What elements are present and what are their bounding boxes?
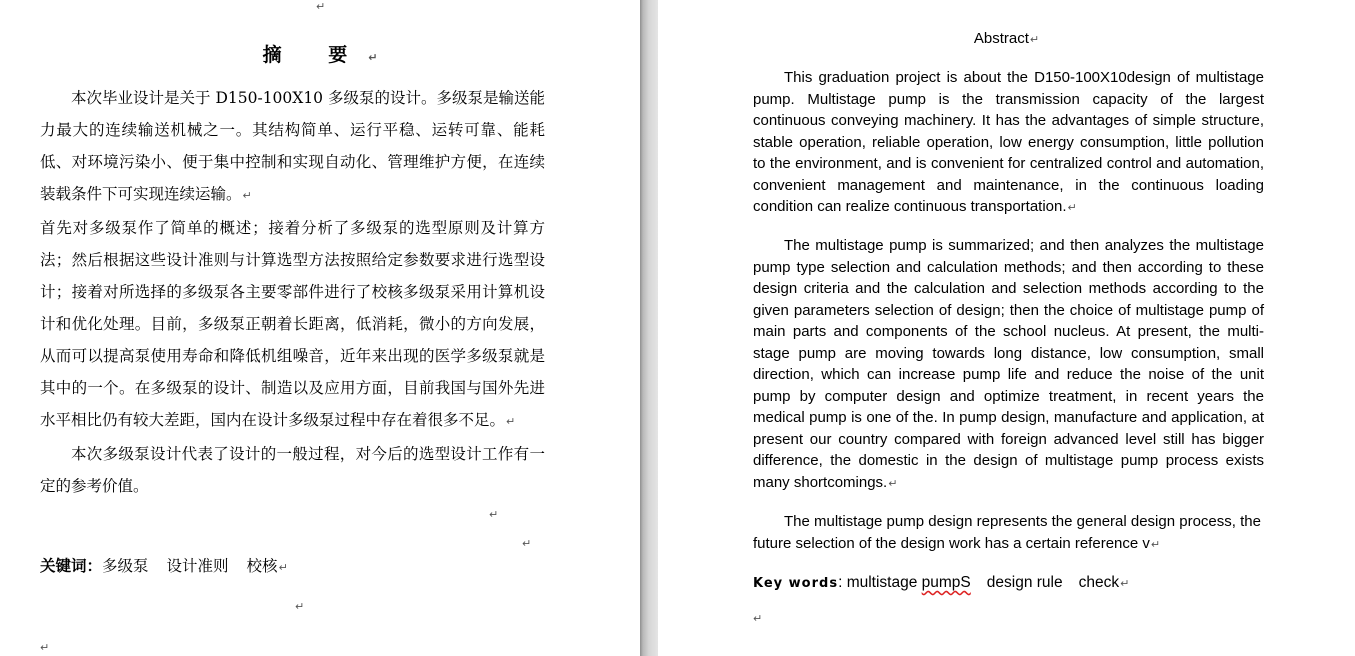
paragraph-mark: ↵ bbox=[489, 508, 499, 521]
chinese-keyword: 校核 bbox=[246, 557, 278, 575]
chinese-abstract-body bbox=[40, 82, 545, 502]
english-paragraph-1-text: This graduation project is about the D150-100X10design of multistage pump. Multistage pump is the transmission capacity of the largest continuous conveying machinery. It has the advantages of simple structure, stable operation, reliable operation, low energy consumption, little pollution to the environment, and is convenient for centralized control and automation, convenient management and maintenance, in the continuous loading condition can realize continuous transportation. bbox=[753, 69, 1264, 215]
paragraph-mark: ↵ bbox=[368, 51, 378, 64]
chinese-keyword: 设计准则 bbox=[166, 557, 229, 575]
english-paragraph-3-text: The multistage pump design represents the general design process, the future selection of the design work has a certain reference v bbox=[753, 513, 1261, 552]
chinese-abstract-page bbox=[0, 0, 640, 656]
chinese-title-text: 摘 要 bbox=[262, 44, 368, 66]
paragraph-mark: ↵ bbox=[753, 612, 763, 625]
english-abstract-page bbox=[658, 0, 1355, 656]
english-keyword: check bbox=[1078, 574, 1120, 591]
paragraph-mark: ↵ bbox=[1067, 201, 1077, 214]
english-keyword: design rule bbox=[986, 574, 1063, 591]
paragraph-mark: ↵ bbox=[506, 415, 516, 428]
english-keywords-label: Key words bbox=[753, 576, 839, 591]
paragraph-mark: ↵ bbox=[1029, 33, 1040, 46]
paragraph-mark: ↵ bbox=[888, 476, 898, 490]
english-paragraph-2-text: The multistage pump is summarized; and then analyzes the multistage pump type selection and calculation methods; and then according to these design criteria and the calculation and selection methods according to the given parameters selection of design; then the choice of multistage pump of main parts and components of the school nucleus. At present, the multi-stage pump are moving towards long distance, low consumption, small direction, which can increase pump life and reduce the noise of the unit pump by computer design and optimize treatment, in recent years the medical pump is one of the. In pump design, manufacture and application, at present our country compared with foreign advanced level still has bigger difference, the domestic in the design of multistage pump process exists many shortcomings. bbox=[753, 237, 1264, 491]
english-paragraph-2 bbox=[753, 235, 1264, 494]
page-gutter bbox=[640, 0, 658, 656]
keywords-separator: : bbox=[838, 574, 847, 591]
english-abstract-title bbox=[658, 29, 1355, 50]
chinese-paragraph-3 bbox=[40, 438, 545, 502]
paragraph-mark: ↵ bbox=[242, 189, 252, 202]
english-paragraph-1 bbox=[753, 67, 1264, 219]
chinese-paragraph-2 bbox=[40, 212, 545, 438]
chinese-paragraph-3-text: 本次多级泵设计代表了设计的一般过程，对今后的选型设计工作有一定的参考价值。 bbox=[40, 445, 545, 495]
paragraph-mark: ↵ bbox=[1120, 577, 1130, 590]
paragraph-mark: ↵ bbox=[522, 537, 532, 550]
chinese-paragraph-1-text: 本次毕业设计是关于 D150-100X10 多级泵的设计。多级泵是输送能力最大的连续输送机械之一。其结构简单、运行平稳、运转可靠、能耗低、对环境污染小、便于集中控制和实现自动化、管理维护方便，在连续装载条件下可实现连续运输。 bbox=[40, 89, 545, 203]
chinese-paragraph-1 bbox=[40, 82, 545, 212]
english-keyword: multistage bbox=[846, 574, 918, 591]
paragraph-mark: ↵ bbox=[278, 561, 288, 574]
chinese-abstract-title bbox=[0, 42, 640, 71]
chinese-keywords-label: 关键词： bbox=[40, 556, 103, 575]
paragraph-mark: ↵ bbox=[40, 641, 50, 654]
chinese-paragraph-2-text: 首先对多级泵作了简单的概述；接着分析了多级泵的选型原则及计算方法；然后根据这些设计准则与计算选型方法按照给定参数要求进行选型设计；接着对所选择的多级泵各主要零部件进行了校核多级泵采用计算机设计和优化处理。目前，多级泵正朝着长距离，低消耗，微小的方向发展，从而可以提高泵使用寿命和降低机组噪音，近年来出现的医学多级泵就是其中的一个。在多级泵的设计、制造以及应用方面，目前我国与国外先进水平相比仍有较大差距，国内在设计多级泵过程中存在着很多不足。 bbox=[40, 219, 545, 429]
english-paragraph-3 bbox=[753, 511, 1264, 555]
paragraph-mark: ↵ bbox=[1150, 537, 1161, 551]
english-keyword-misspelled: pumpS bbox=[921, 574, 971, 591]
english-keywords bbox=[753, 572, 1129, 595]
chinese-keywords bbox=[40, 554, 288, 580]
english-title-text: Abstract bbox=[973, 30, 1029, 47]
chinese-keyword: 多级泵 bbox=[102, 557, 149, 575]
paragraph-mark: ↵ bbox=[316, 0, 326, 13]
paragraph-mark: ↵ bbox=[295, 600, 305, 613]
